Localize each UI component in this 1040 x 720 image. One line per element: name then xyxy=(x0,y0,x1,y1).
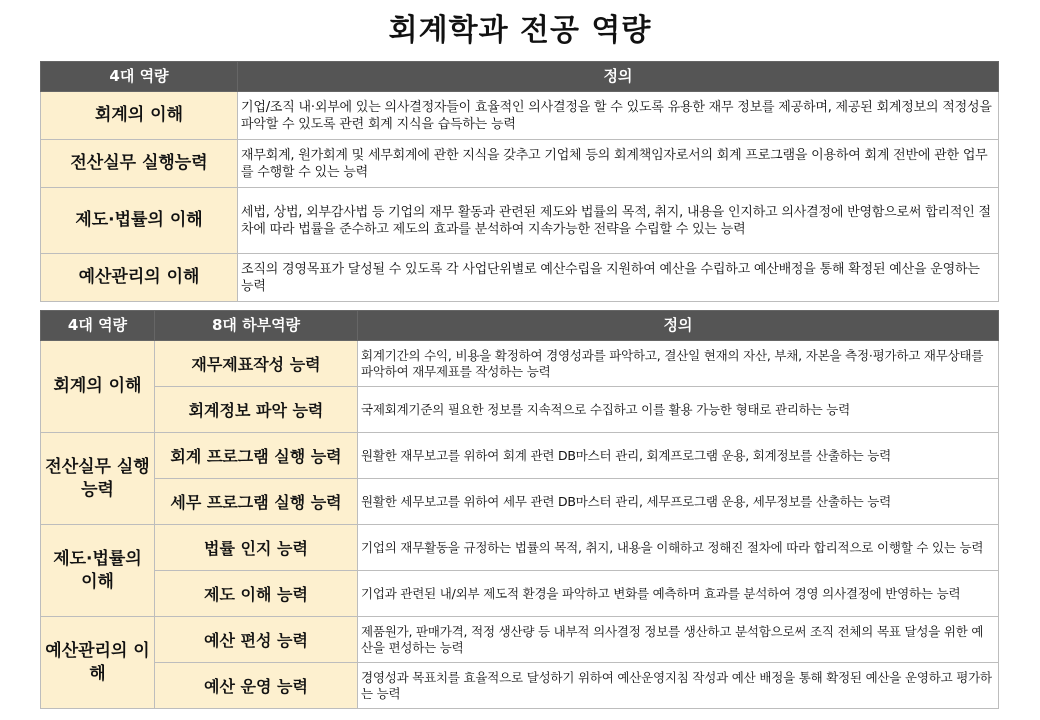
sub-competency-table xyxy=(40,310,999,709)
table-row xyxy=(41,433,999,479)
header-definition: 정의 xyxy=(238,62,999,92)
competency-cell: 제도·법률의 이해 xyxy=(41,188,238,254)
sub-competency-cell: 법률 인지 능력 xyxy=(155,525,358,571)
header-competency: 4대 역량 xyxy=(41,311,155,341)
table-row xyxy=(41,341,999,387)
table-row xyxy=(41,140,999,188)
sub-competency-cell: 제도 이해 능력 xyxy=(155,571,358,617)
competency-definition-table xyxy=(40,61,999,302)
table-row xyxy=(41,617,999,663)
definition-cell: 재무회계, 원가회계 및 세무회계에 관한 지식을 갖추고 기업체 등의 회계책임자로서의 회계 프로그램을 이용하여 회계 전반에 관한 업무를 수행할 수 있는 능력 xyxy=(238,140,999,188)
sub-competency-cell: 회계정보 파악 능력 xyxy=(155,387,358,433)
table-row xyxy=(41,663,999,709)
table-header-row xyxy=(41,62,999,92)
table-row xyxy=(41,479,999,525)
competency-cell: 회계의 이해 xyxy=(41,92,238,140)
header-definition: 정의 xyxy=(358,311,999,341)
competency-cell: 예산관리의 이해 xyxy=(41,254,238,302)
header-competency: 4대 역량 xyxy=(41,62,238,92)
table-row xyxy=(41,92,999,140)
competency-cell: 전산실무 실행능력 xyxy=(41,140,238,188)
table-row xyxy=(41,525,999,571)
competency-cell: 회계의 이해 xyxy=(41,341,155,433)
table-row xyxy=(41,188,999,254)
definition-cell: 회계기간의 수익, 비용을 확정하여 경영성과를 파악하고, 결산일 현재의 자산, 부채, 자본을 측정·평가하고 재무상태를 파악하여 재무제표를 작성하는 능력 xyxy=(358,341,999,387)
competency-cell: 제도·법률의 이해 xyxy=(41,525,155,617)
page-title: 회계학과 전공 역량 xyxy=(388,13,652,48)
sub-competency-cell: 세무 프로그램 실행 능력 xyxy=(155,479,358,525)
table-row xyxy=(41,254,999,302)
definition-cell: 국제회계기준의 필요한 정보를 지속적으로 수집하고 이를 활용 가능한 형태로 관리하는 능력 xyxy=(358,387,999,433)
header-sub-competency: 8대 하부역량 xyxy=(155,311,358,341)
definition-cell: 기업의 재무활동을 규정하는 법률의 목적, 취지, 내용을 이해하고 정해진 절차에 따라 합리적으로 이행할 수 있는 능력 xyxy=(358,525,999,571)
sub-competency-cell: 예산 편성 능력 xyxy=(155,617,358,663)
definition-cell: 제품원가, 판매가격, 적정 생산량 등 내부적 의사결정 정보를 생산하고 분석함으로써 조직 전체의 목표 달성을 위한 예산을 편성하는 능력 xyxy=(358,617,999,663)
definition-cell: 세법, 상법, 외부감사법 등 기업의 재무 활동과 관련된 제도와 법률의 목적, 취지, 내용을 인지하고 의사결정에 반영함으로써 합리적인 절차에 따라 법률을 준수하고 제도의 효과를 분석하여 지속가능한 전략을 수립할 수 있는 능력 xyxy=(238,188,999,254)
table-header-row xyxy=(41,311,999,341)
sub-competency-cell: 예산 운영 능력 xyxy=(155,663,358,709)
definition-cell: 조직의 경영목표가 달성될 수 있도록 각 사업단위별로 예산수립을 지원하여 예산을 수립하고 예산배정을 통해 확정된 예산을 운영하는 능력 xyxy=(238,254,999,302)
sub-competency-cell: 재무제표작성 능력 xyxy=(155,341,358,387)
competency-cell: 예산관리의 이해 xyxy=(41,617,155,709)
sub-competency-cell: 회계 프로그램 실행 능력 xyxy=(155,433,358,479)
definition-cell: 원활한 재무보고를 위하여 회계 관련 DB마스터 관리, 회계프로그램 운용, 회계정보를 산출하는 능력 xyxy=(358,433,999,479)
competency-cell: 전산실무 실행능력 xyxy=(41,433,155,525)
definition-cell: 기업과 관련된 내/외부 제도적 환경을 파악하고 변화를 예측하며 효과를 분석하여 경영 의사결정에 반영하는 능력 xyxy=(358,571,999,617)
definition-cell: 기업/조직 내·외부에 있는 의사결정자들이 효율적인 의사결정을 할 수 있도록 유용한 재무 정보를 제공하며, 제공된 회계정보의 적정성을 파악할 수 있도록 관련 회계 지식을 습득하는 능력 xyxy=(238,92,999,140)
table-row xyxy=(41,387,999,433)
table-row xyxy=(41,571,999,617)
definition-cell: 경영성과 목표치를 효율적으로 달성하기 위하여 예산운영지침 작성과 예산 배정을 통해 확정된 예산을 운영하고 평가하는 능력 xyxy=(358,663,999,709)
definition-cell: 원활한 세무보고를 위하여 세무 관련 DB마스터 관리, 세무프로그램 운용, 세무정보를 산출하는 능력 xyxy=(358,479,999,525)
